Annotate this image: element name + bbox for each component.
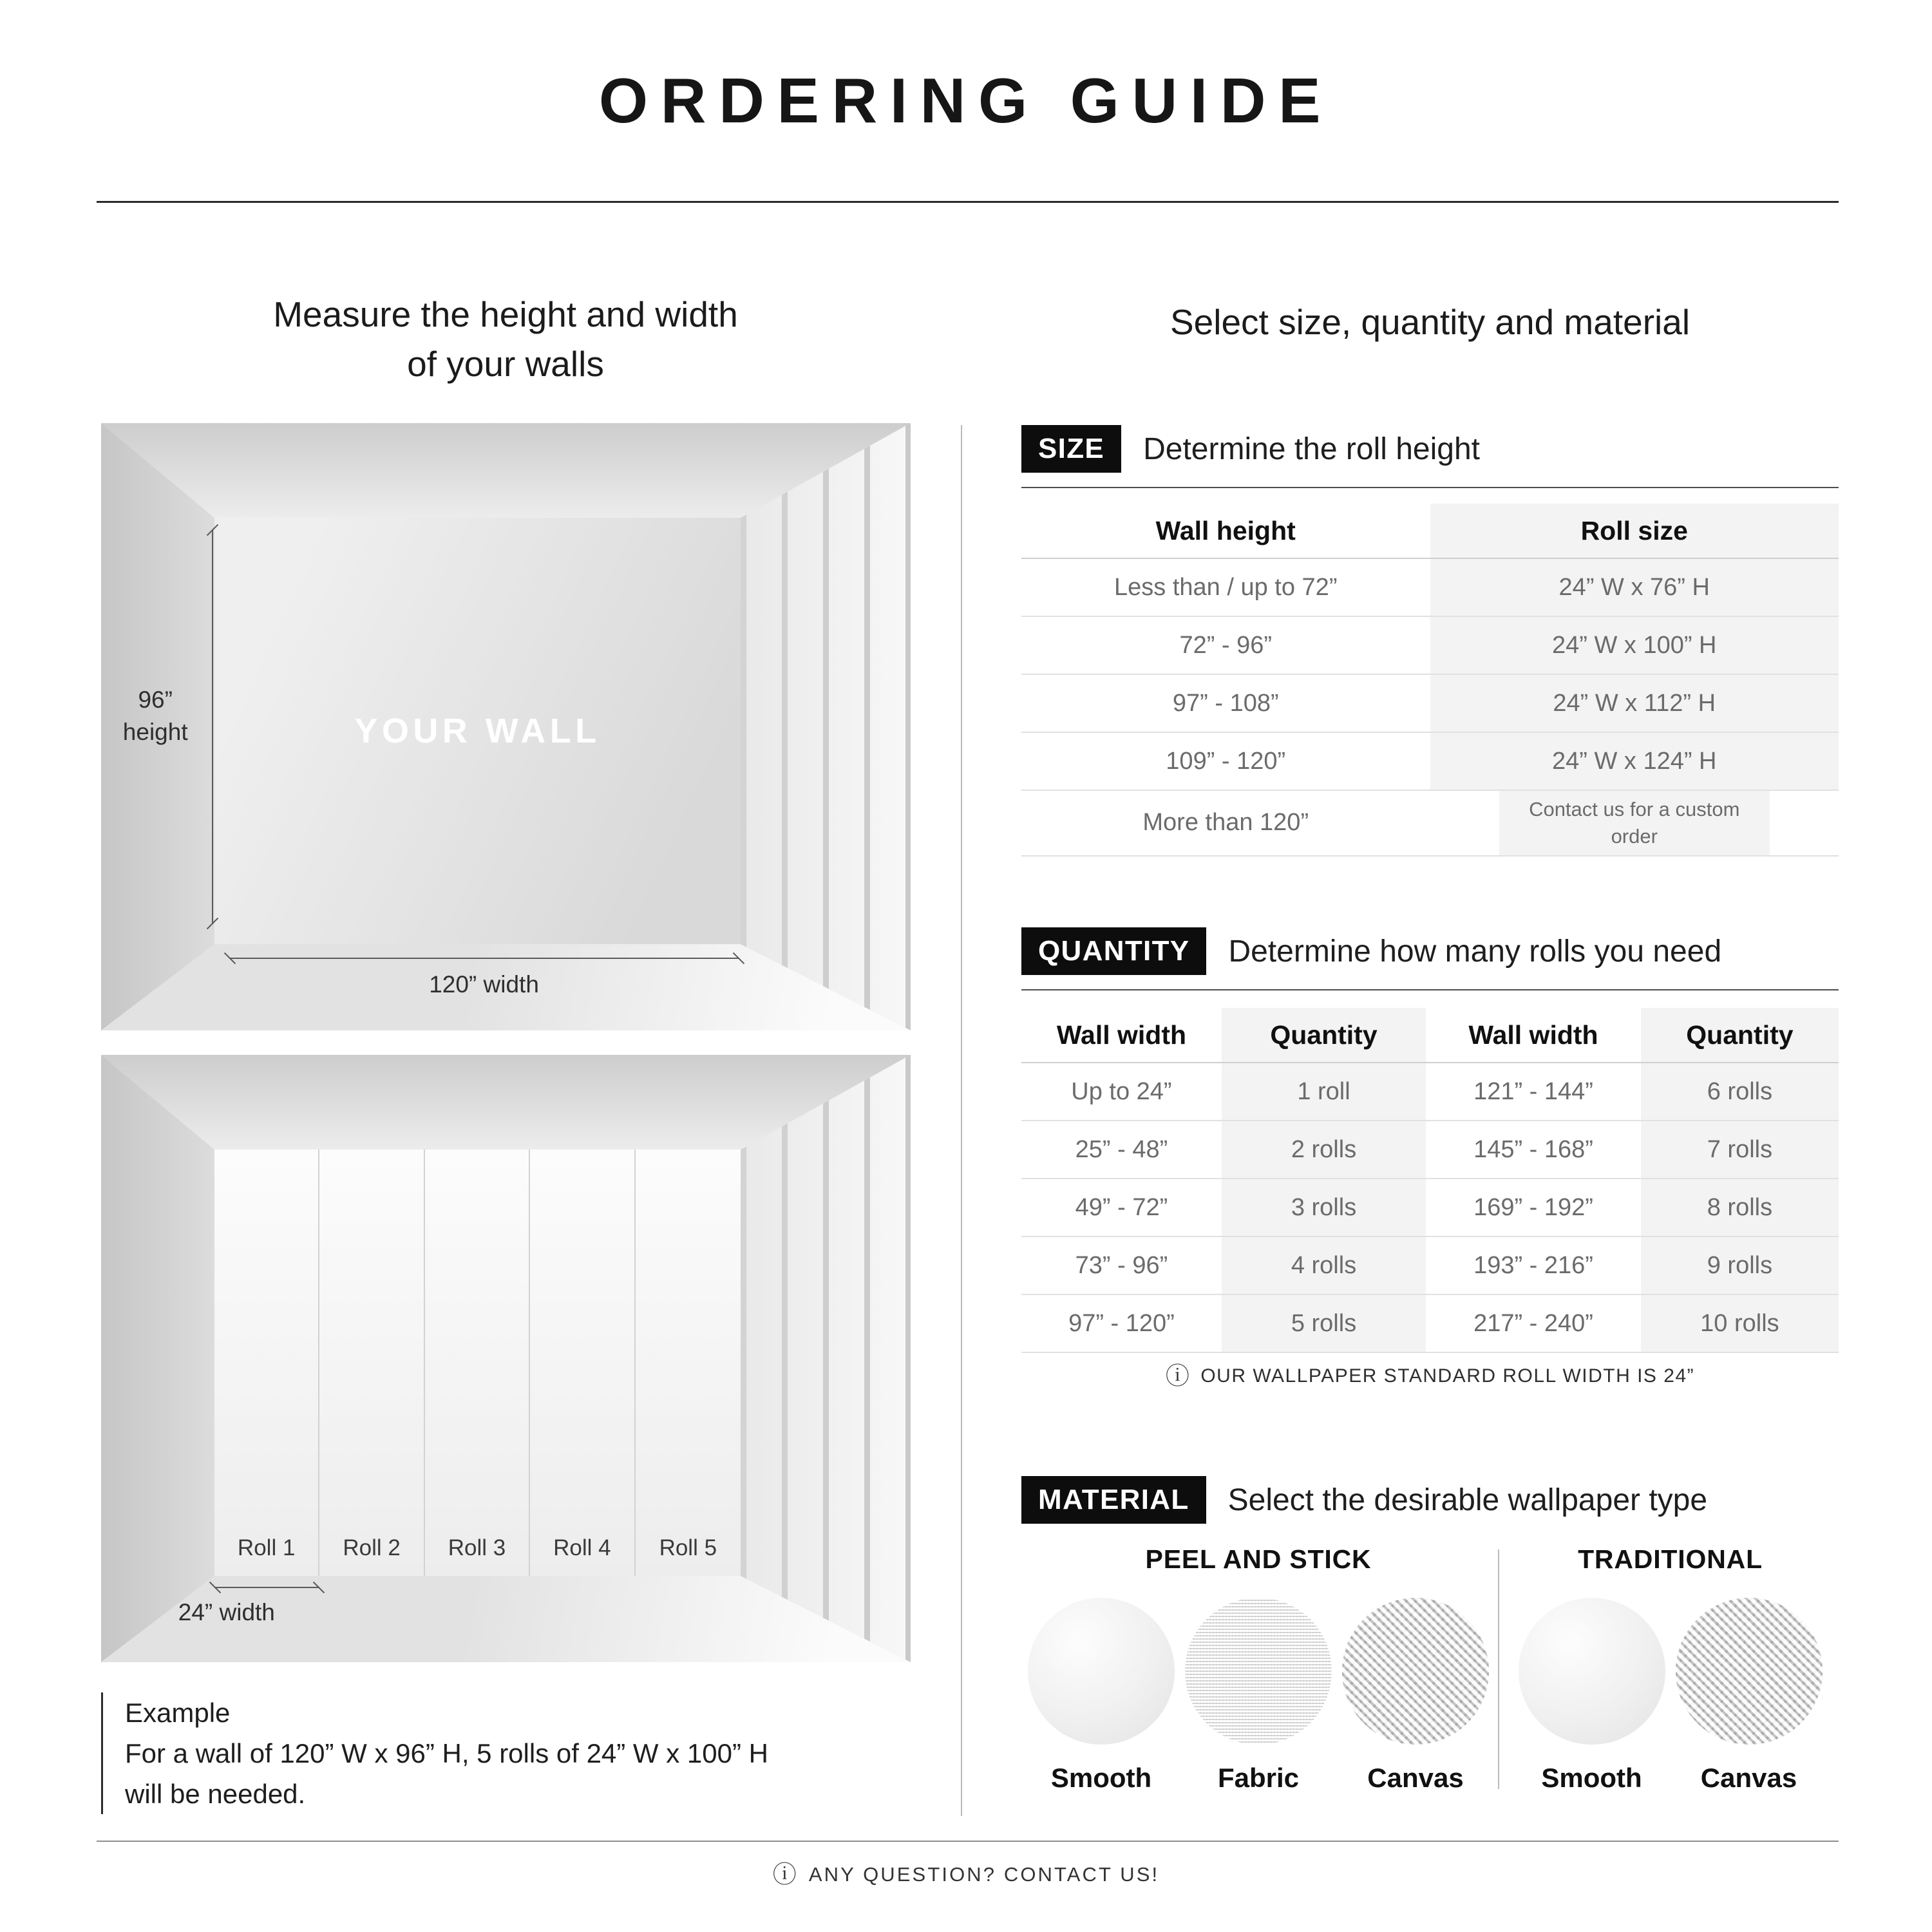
quantity-row: [1021, 1179, 1839, 1237]
size-cell: 24” W x 112” H: [1430, 675, 1839, 732]
quantity-section-header: [1021, 927, 1839, 990]
qty-cell: 193” - 216”: [1473, 1251, 1593, 1279]
size-badge: SIZE: [1021, 425, 1121, 473]
qty-cell: 73” - 96”: [1075, 1251, 1168, 1279]
footer-note: ANY QUESTION? CONTACT US!: [808, 1862, 1160, 1886]
qty-col-header: Wall width: [1056, 1019, 1187, 1050]
qty-cell: 4 rolls: [1222, 1237, 1426, 1294]
top-divider: [97, 201, 1839, 203]
size-section-header: [1021, 425, 1839, 488]
height-dimension-line: [212, 529, 213, 924]
qty-cell: 25” - 48”: [1075, 1135, 1168, 1163]
qty-cell: 145” - 168”: [1473, 1135, 1593, 1163]
roll-panel-label: Roll 3: [448, 1535, 506, 1560]
example-note: [101, 1692, 768, 1814]
swatch-row: [1519, 1598, 1823, 1794]
roll-width-label: 24” width: [178, 1598, 275, 1625]
roll-panel-label: Roll 2: [343, 1535, 401, 1560]
size-row: [1021, 559, 1839, 617]
roll-panel-label: Roll 1: [237, 1535, 296, 1560]
material-section-header: [1021, 1476, 1839, 1524]
qty-cell: Up to 24”: [1071, 1077, 1172, 1105]
roll-panel: [530, 1150, 635, 1576]
smooth-texture-swatch: [1519, 1598, 1665, 1745]
info-icon: ⓘ: [772, 1861, 799, 1888]
size-row: [1021, 675, 1839, 733]
swatch-label: Fabric: [1217, 1763, 1300, 1793]
size-row: [1021, 733, 1839, 791]
height-value: 96”: [138, 687, 173, 714]
size-cell: More than 120”: [1142, 809, 1309, 837]
bottom-divider: [97, 1841, 1839, 1842]
qty-cell: 97” - 120”: [1068, 1309, 1175, 1337]
select-heading: Select size, quantity and material: [1170, 302, 1690, 342]
page-title: ORDERING GUIDE: [598, 65, 1334, 136]
size-table: [1021, 504, 1839, 857]
height-word: height: [122, 719, 188, 746]
material-group-traditional: [1502, 1544, 1839, 1794]
height-label: [104, 684, 206, 748]
swatch-item: [1185, 1598, 1332, 1794]
qty-cell: 1 roll: [1222, 1063, 1426, 1120]
roll-width-dimension-line: [214, 1587, 319, 1588]
swatch-item: [1676, 1598, 1823, 1794]
roll-panel: [319, 1150, 424, 1576]
size-col-header-roll-size: Roll size: [1430, 504, 1839, 558]
column-divider: [961, 425, 962, 1816]
size-row: [1021, 617, 1839, 675]
measure-heading-line1: Measure the height and width: [273, 294, 738, 334]
material-group-peel-and-stick: [1021, 1544, 1495, 1794]
width-dimension-line: [229, 958, 739, 959]
swatch-label: Canvas: [1367, 1763, 1464, 1793]
footer: [0, 1862, 1932, 1886]
swatch-label: Canvas: [1700, 1763, 1797, 1793]
qty-cell: 10 rolls: [1641, 1295, 1839, 1352]
size-row: [1021, 791, 1839, 857]
qty-col-header: Quantity: [1641, 1008, 1839, 1062]
measure-heading: [97, 290, 914, 389]
your-wall-label: YOUR WALL: [354, 712, 601, 751]
qty-cell: 3 rolls: [1222, 1179, 1426, 1236]
material-group-name: PEEL AND STICK: [1145, 1544, 1372, 1574]
example-line1: For a wall of 120” W x 96” H, 5 rolls of 24” W x 100” H: [125, 1738, 768, 1768]
size-cell: Less than / up to 72”: [1114, 573, 1338, 601]
swatch-item: [1519, 1598, 1665, 1794]
qty-col-header: Quantity: [1222, 1008, 1426, 1062]
quantity-row: [1021, 1121, 1839, 1179]
size-cell: 24” W x 124” H: [1430, 733, 1839, 790]
fabric-texture-swatch: [1185, 1598, 1332, 1745]
size-col-header-wall-height: Wall height: [1155, 515, 1296, 545]
qty-col-header: Wall width: [1468, 1019, 1598, 1050]
example-title: Example: [125, 1698, 231, 1728]
info-icon: ⓘ: [1165, 1363, 1191, 1389]
quantity-subtitle: Determine how many rolls you need: [1228, 934, 1722, 969]
qty-cell: 169” - 192”: [1473, 1193, 1593, 1221]
material-subtitle: Select the desirable wallpaper type: [1227, 1482, 1708, 1517]
size-cell: 24” W x 76” H: [1430, 559, 1839, 616]
material-group-divider: [1498, 1549, 1499, 1789]
measure-heading-line2: of your walls: [407, 344, 604, 384]
quantity-table-header-row: [1021, 1008, 1839, 1063]
size-cell: 24” W x 100” H: [1430, 617, 1839, 674]
size-cell: 109” - 120”: [1166, 747, 1286, 775]
standard-roll-width-text: OUR WALLPAPER STANDARD ROLL WIDTH IS 24”: [1200, 1365, 1695, 1387]
swatch-item: [1028, 1598, 1175, 1794]
standard-roll-width-note: [1021, 1364, 1839, 1388]
room-left-wall: [101, 1055, 214, 1662]
size-cell: 97” - 108”: [1172, 689, 1279, 717]
room-window: [741, 1055, 911, 1662]
example-line2: will be needed.: [125, 1779, 306, 1809]
room-window: [741, 423, 911, 1030]
quantity-row: [1021, 1237, 1839, 1295]
quantity-badge: QUANTITY: [1021, 927, 1206, 975]
swatch-item: [1342, 1598, 1489, 1794]
quantity-table: [1021, 1008, 1839, 1353]
size-cell: 72” - 96”: [1179, 631, 1273, 659]
qty-cell: 6 rolls: [1641, 1063, 1839, 1120]
roll-panels: [214, 1150, 741, 1576]
qty-cell: 7 rolls: [1641, 1121, 1839, 1178]
size-cell-custom-order: Contact us for a custom order: [1499, 791, 1770, 855]
canvas-texture-swatch: [1676, 1598, 1823, 1745]
smooth-texture-swatch: [1028, 1598, 1175, 1745]
qty-cell: 9 rolls: [1641, 1237, 1839, 1294]
qty-cell: 49” - 72”: [1075, 1193, 1168, 1221]
roll-panel-label: Roll 4: [553, 1535, 611, 1560]
swatch-label: Smooth: [1541, 1763, 1642, 1793]
roll-panel-label: Roll 5: [659, 1535, 717, 1560]
canvas-texture-swatch: [1342, 1598, 1489, 1745]
width-label: 120” width: [429, 971, 539, 998]
roll-panel: [425, 1150, 530, 1576]
swatch-row: [1028, 1598, 1489, 1794]
quantity-row: [1021, 1063, 1839, 1121]
qty-cell: 217” - 240”: [1473, 1309, 1593, 1337]
material-groups: [1021, 1544, 1839, 1794]
qty-cell: 8 rolls: [1641, 1179, 1839, 1236]
your-wall: [214, 518, 741, 944]
room-illustration-rolls: [101, 1055, 911, 1662]
room-illustration-measure: [101, 423, 911, 1030]
swatch-label: Smooth: [1050, 1763, 1152, 1793]
size-table-header-row: [1021, 504, 1839, 559]
qty-cell: 5 rolls: [1222, 1295, 1426, 1352]
qty-cell: 2 rolls: [1222, 1121, 1426, 1178]
quantity-row: [1021, 1295, 1839, 1353]
qty-cell: 121” - 144”: [1473, 1077, 1593, 1105]
roll-panel: [214, 1150, 319, 1576]
size-subtitle: Determine the roll height: [1143, 431, 1481, 466]
material-group-name: TRADITIONAL: [1578, 1544, 1763, 1574]
roll-panel: [636, 1150, 741, 1576]
material-badge: MATERIAL: [1021, 1476, 1206, 1524]
